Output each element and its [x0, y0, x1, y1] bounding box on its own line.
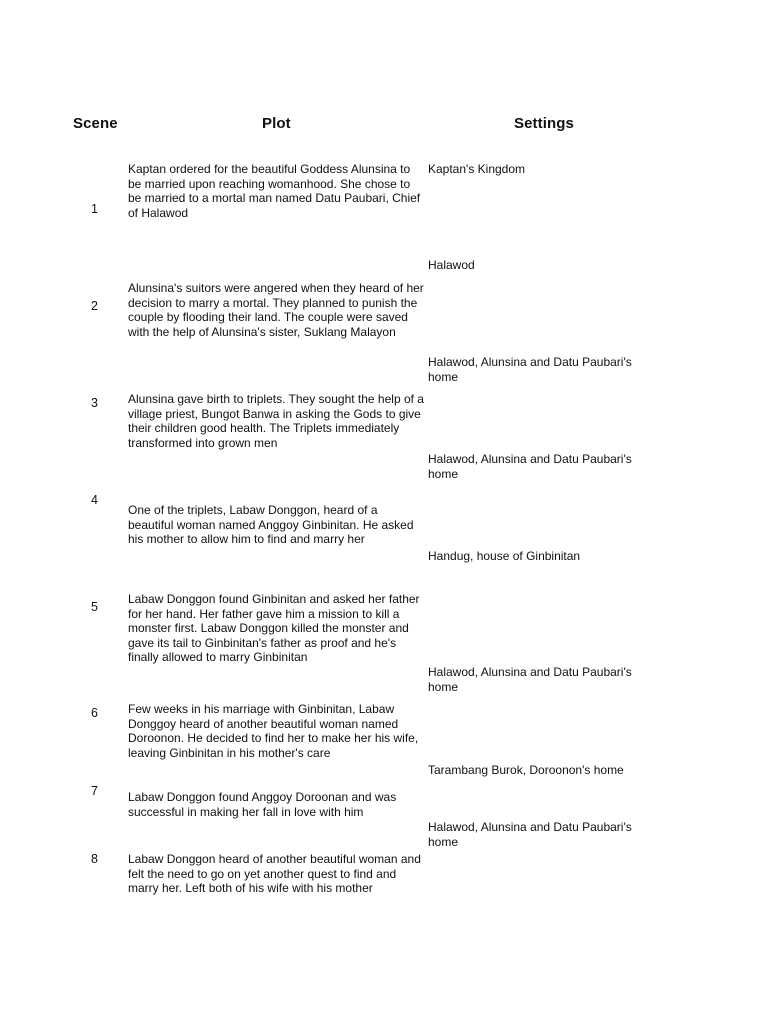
- scene-setting: Halawod, Alunsina and Datu Paubari's home: [428, 355, 632, 384]
- scene-number: 7: [91, 784, 98, 798]
- scene-number: 8: [91, 852, 98, 866]
- scene-number: 2: [91, 299, 98, 313]
- scene-number: 1: [91, 202, 98, 216]
- scene-setting: Halawod, Alunsina and Datu Paubari's home: [428, 452, 632, 481]
- scene-setting: Halawod: [428, 258, 475, 272]
- scene-number: 6: [91, 706, 98, 720]
- scene-plot: Labaw Donggon heard of another beautiful woman and felt the need to go on yet another quest to find and marry her. Left both of his wife with his mother: [128, 852, 421, 896]
- scene-plot: Few weeks in his marriage with Ginbinitan, Labaw Donggoy heard of another beautiful woman named Doroonon. He decided to find her to make her his wife, leaving Ginbinitan in his mother's care: [128, 702, 419, 760]
- scene-number: 5: [91, 600, 98, 614]
- scene-setting: Halawod, Alunsina and Datu Paubari's home: [428, 665, 632, 694]
- column-header-scene: Scene: [73, 115, 118, 132]
- column-header-plot: Plot: [262, 115, 291, 132]
- scene-setting: Halawod, Alunsina and Datu Paubari's home: [428, 820, 632, 849]
- scene-setting: Tarambang Burok, Doroonon's home: [428, 763, 624, 777]
- scene-plot: Labaw Donggon found Ginbinitan and asked her father for her hand. Her father gave him a mission to kill a monster first. Labaw Donggon killed the monster and gave its tail to Ginbinitan's father as proof and he's finally allowed to marry Ginbinitan: [128, 592, 420, 665]
- scene-plot: Alunsina's suitors were angered when they heard of her decision to marry a mortal. They planned to punish the couple by flooding their land. The couple were saved with the help of Alunsina's sister, Suklang Malayon: [128, 281, 424, 339]
- scene-setting: Handug, house of Ginbinitan: [428, 549, 581, 563]
- scene-number: 3: [91, 396, 98, 410]
- column-header-settings: Settings: [514, 115, 574, 132]
- scene-number: 4: [91, 493, 98, 507]
- scene-plot: Kaptan ordered for the beautiful Goddess Alunsina to be married upon reaching womanhood. She chose to be married to a mortal man named Datu Paubari, Chief of Halawod: [128, 162, 421, 220]
- scene-setting: Kaptan's Kingdom: [428, 162, 526, 176]
- scene-plot: Labaw Donggon found Anggoy Doroonan and was successful in making her fall in love with him: [128, 790, 397, 819]
- scene-plot: One of the triplets, Labaw Donggon, heard of a beautiful woman named Anggoy Ginbinitan. He asked his mother to allow him to find and marry her: [128, 503, 414, 547]
- scene-plot: Alunsina gave birth to triplets. They sought the help of a village priest, Bungot Banwa in asking the Gods to give their children good health. The Triplets immediately transformed into grown men: [128, 392, 424, 450]
